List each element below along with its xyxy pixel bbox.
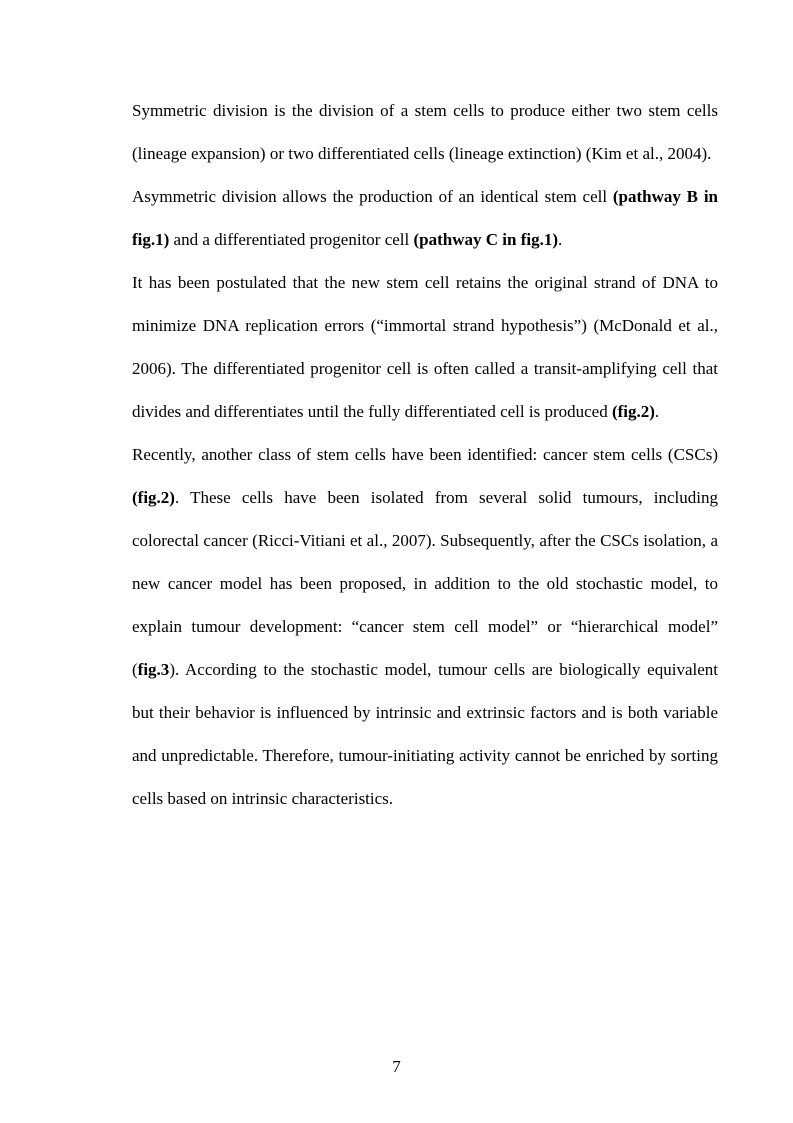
- text-run: .: [558, 230, 563, 249]
- text-run: Symmetric division is the division of a stem cells to produce either two stem cells (lineage expansion) or two differentiated cells (lineage extinction) (Kim et al., 2004).: [132, 101, 718, 163]
- figure-reference: (fig.2): [132, 488, 175, 507]
- paragraph-asymmetric-division: [132, 175, 718, 261]
- paragraph-cancer-stem-cells: [132, 433, 718, 820]
- text-run: ). According to the stochastic model, tumour cells are biologically equivalent but their behavior is influenced by intrinsic and extrinsic factors and is both variable and unpredictable. Therefore, tumour-initiating activity cannot be enriched by sorting cells based on intrinsic characteristics.: [132, 660, 718, 808]
- paragraph-immortal-strand: [132, 261, 718, 433]
- text-run: Asymmetric division allows the production of an identical stem cell: [132, 187, 613, 206]
- text-run: It has been postulated that the new stem cell retains the original strand of DNA to minimize DNA replication errors (“immortal strand hypothesis”) (McDonald et al., 2006). The differentiated progenitor cell is often called a transit-amplifying cell that divides and differentiates until the fully differentiated cell is produced: [132, 273, 718, 421]
- figure-reference: fig.3: [137, 660, 170, 679]
- body-text: [132, 89, 718, 820]
- page-number: 7: [392, 1057, 401, 1076]
- text-run: . These cells have been isolated from several solid tumours, including colorectal cancer (Ricci-Vitiani et al., 2007). Subsequently, after the CSCs isolation, a new cancer model has been proposed, in addition to the old stochastic model, to explain tumour development: “cancer stem cell model” or “hierarchical model” (: [132, 488, 718, 679]
- figure-reference: (pathway B in fig.1): [132, 187, 718, 249]
- figure-reference: (fig.2): [611, 402, 655, 421]
- text-run: and a differentiated progenitor cell: [169, 230, 414, 249]
- text-run: Recently, another class of stem cells have been identified: cancer stem cells (CSCs): [132, 445, 718, 464]
- text-run: .: [654, 402, 660, 421]
- figure-reference: (pathway C in fig.1): [413, 230, 559, 249]
- paragraph-symmetric-division: [132, 89, 718, 175]
